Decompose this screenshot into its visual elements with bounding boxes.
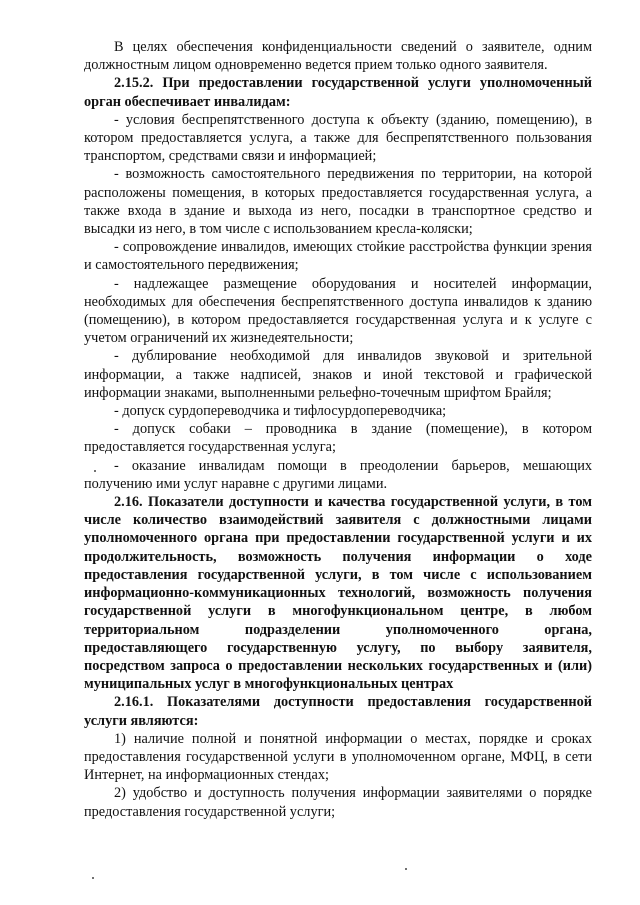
- list-item-sign-interpreter: - допуск сурдопереводчика и тифлосурдопереводчика;: [114, 403, 447, 420]
- section-2-16-1-heading: 2.16.1. Показателями доступности предоставления государственной услуги являются:: [84, 694, 592, 729]
- scan-speck: [405, 868, 407, 870]
- list-item-access-conditions: - условия беспрепятственного доступа к объекту (зданию, помещению), в котором предоставляется услуга, а также для беспрепятственного пользования транспортом, средствами связи и информацией;: [84, 111, 592, 165]
- list-item-barrier-help: - оказание инвалидам помощи в преодолении барьеров, мешающих получению ими услуг наравне с другими лицами.: [84, 457, 592, 492]
- scan-speck: [94, 470, 96, 472]
- list-item-independent-movement: - возможность самостоятельного передвижения по территории, на которой расположены помещения, в которых предоставляется государственная услуга, а также входа в здание и выхода из него, посадки в транспортное средство и высадки из него, в том числе с использованием кресла-коляски;: [84, 166, 592, 238]
- section-2-16-heading: 2.16. Показатели доступности и качества государственной услуги, в том числе количество взаимодействий заявителя с должностными лицами уполномоченного органа при предоставлении государственной услуги и их продолжительность, возможность получения информации о ходе предоставления государственной услуги, в том числе с использованием информационно-коммуникационных технологий, возможность получения государственной услуги в многофункциональном центре, в любом территориальном подразделении уполномоченного органа, предоставляющего государственную услугу, по выбору заявителя, посредством запроса о предоставлении нескольких государственных и (или) муниципальных услуг в многофункциональных центрах: [84, 494, 592, 693]
- list-item-information-availability: 1) наличие полной и понятной информации о местах, порядке и сроках предоставления государственной услуги в уполномоченном органе, МФЦ, в сети Интернет, на информационных стендах;: [84, 730, 592, 784]
- list-item-escort: - сопровождение инвалидов, имеющих стойкие расстройства функции зрения и самостоятельного передвижения;: [84, 239, 592, 274]
- section-2-15-2-heading: 2.15.2. При предоставлении государственной услуги уполномоченный орган обеспечивает инвалидам:: [84, 75, 592, 110]
- list-item-guide-dog: - допуск собаки – проводника в здание (помещение), в котором предоставляется государственная услуга;: [84, 421, 592, 456]
- paragraph-confidentiality: В целях обеспечения конфиденциальности сведений о заявителе, одним должностным лицом одновременно ведется прием только одного заявителя.: [84, 39, 592, 74]
- scan-speck: [92, 877, 94, 879]
- list-item-information-convenience: 2) удобство и доступность получения информации заявителями о порядке предоставления государственной услуги;: [84, 785, 592, 820]
- list-item-equipment-placement: - надлежащее размещение оборудования и носителей информации, необходимых для обеспечения беспрепятственного доступа инвалидов к зданию (помещению), в котором предоставляется государственная услуга и к услуге с учетом ограничений их жизнедеятельности;: [84, 275, 592, 347]
- list-item-braille-duplication: - дублирование необходимой для инвалидов звуковой и зрительной информации, а также надписей, знаков и иной текстовой и графической информации знаками, выполненными рельефно-точечным шрифтом Брайля;: [84, 348, 592, 401]
- document-body: [84, 38, 592, 821]
